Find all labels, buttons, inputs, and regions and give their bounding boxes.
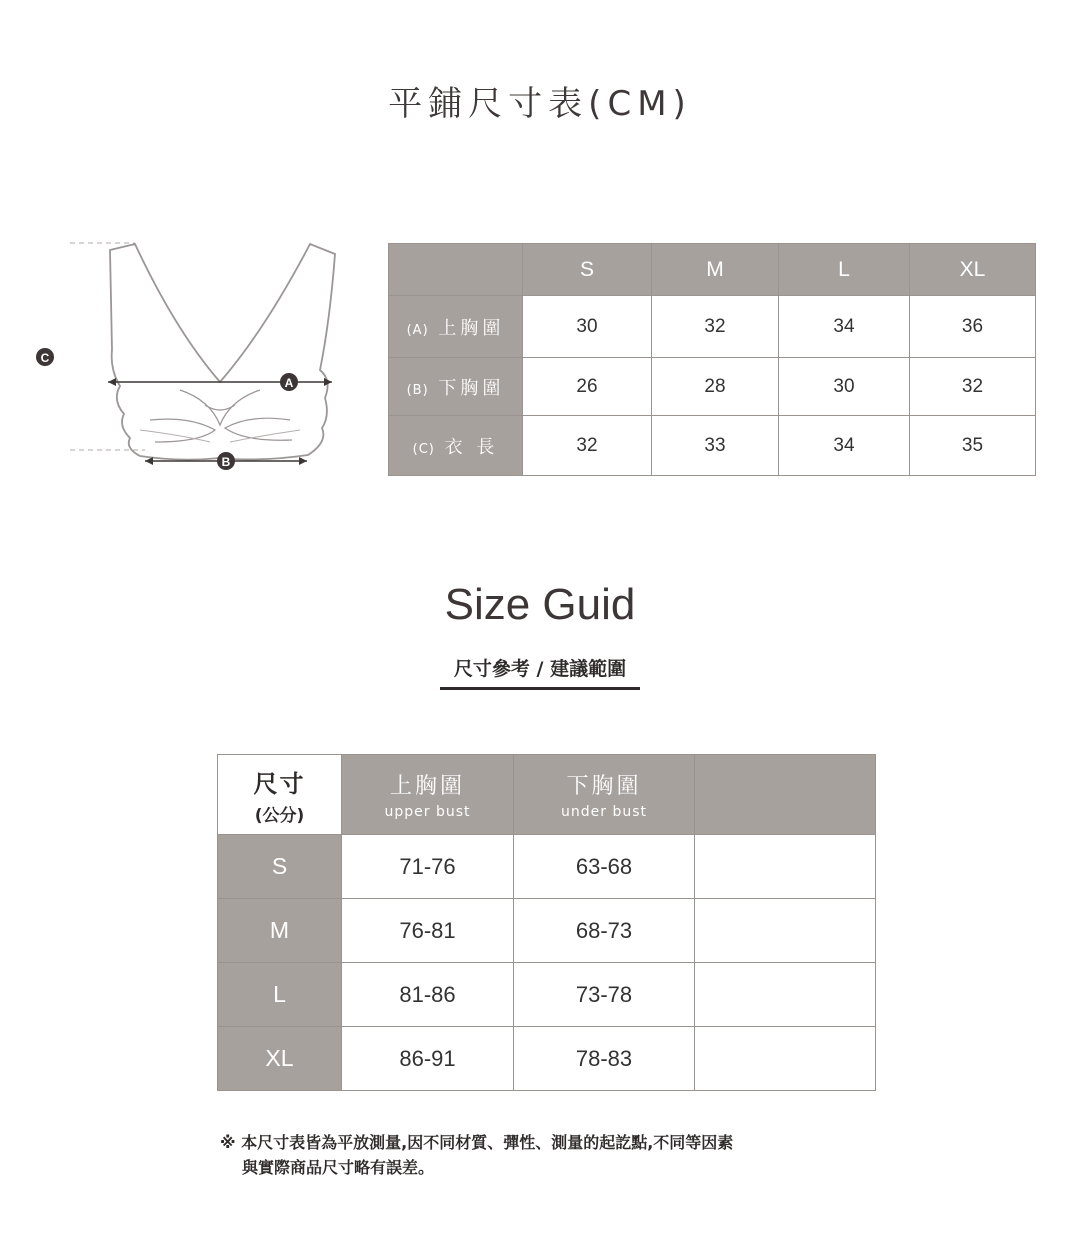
guide-size-label: M (218, 899, 342, 963)
flat-col-m: M (652, 244, 779, 296)
guide-row-s (218, 835, 876, 899)
badge-b-label: B (221, 455, 231, 469)
guide-row-l (218, 963, 876, 1027)
guide-row-xl (218, 1027, 876, 1091)
guide-size-label: L (218, 963, 342, 1027)
guide-col-empty (695, 755, 876, 835)
flat-cell: 30 (523, 296, 652, 358)
flat-cell: 32 (910, 358, 1036, 416)
page-title: 平鋪尺寸表(CM) (388, 84, 692, 124)
flat-cell: 33 (652, 416, 779, 476)
flat-col-xl: XL (910, 244, 1036, 296)
size-guide-subtitle: 尺寸參考 / 建議範圍 (440, 654, 640, 690)
flat-cell: 36 (910, 296, 1036, 358)
guide-header-row (218, 755, 876, 835)
flat-size-table (388, 243, 1036, 476)
guide-col-under-bust: 下胸圍 under bust (514, 755, 695, 835)
flat-cell: 30 (779, 358, 910, 416)
flat-col-s: S (523, 244, 652, 296)
flat-col-l: L (779, 244, 910, 296)
flat-row-label: (B) 下胸圍 (389, 358, 523, 416)
flat-cell: 34 (779, 416, 910, 476)
guide-cell-empty (695, 1027, 876, 1091)
guide-size-label: S (218, 835, 342, 899)
flat-row-label: (C) 衣 長 (389, 416, 523, 476)
size-guide-title: Size Guid (444, 580, 636, 629)
flat-row-upper-bust (389, 296, 1036, 358)
flat-cell: 34 (779, 296, 910, 358)
badge-c-label: C (40, 351, 50, 365)
flat-cell: 35 (910, 416, 1036, 476)
garment-diagram (30, 230, 360, 480)
guide-cell-under: 78-83 (514, 1027, 695, 1091)
flat-cell: 32 (523, 416, 652, 476)
guide-cell-under: 63-68 (514, 835, 695, 899)
flat-row-under-bust (389, 358, 1036, 416)
flat-cell: 26 (523, 358, 652, 416)
guide-cell-under: 68-73 (514, 899, 695, 963)
flat-cell: 28 (652, 358, 779, 416)
guide-cell-empty (695, 899, 876, 963)
guide-cell-empty (695, 835, 876, 899)
note-line-1: ※ 本尺寸表皆為平放測量,因不同材質、彈性、測量的起訖點,不同等因素 (220, 1133, 734, 1152)
flat-row-label: (A) 上胸圍 (389, 296, 523, 358)
guide-corner-header: 尺寸 (公分) (218, 755, 342, 835)
guide-size-label: XL (218, 1027, 342, 1091)
guide-cell-under: 73-78 (514, 963, 695, 1027)
badge-a-label: A (284, 376, 294, 390)
guide-cell-empty (695, 963, 876, 1027)
guide-cell-upper: 86-91 (342, 1027, 514, 1091)
guide-col-upper-bust: 上胸圍 upper bust (342, 755, 514, 835)
garment-outline (110, 244, 335, 460)
guide-cell-upper: 71-76 (342, 835, 514, 899)
flat-row-length (389, 416, 1036, 476)
size-guide-table (217, 754, 876, 1091)
guide-cell-upper: 81-86 (342, 963, 514, 1027)
flat-table-corner (389, 244, 523, 296)
guide-cell-upper: 76-81 (342, 899, 514, 963)
note-line-2: 與實際商品尺寸略有誤差。 (242, 1158, 435, 1177)
flat-table-header-row (389, 244, 1036, 296)
flat-cell: 32 (652, 296, 779, 358)
measurement-note (220, 1130, 860, 1180)
guide-row-m (218, 899, 876, 963)
